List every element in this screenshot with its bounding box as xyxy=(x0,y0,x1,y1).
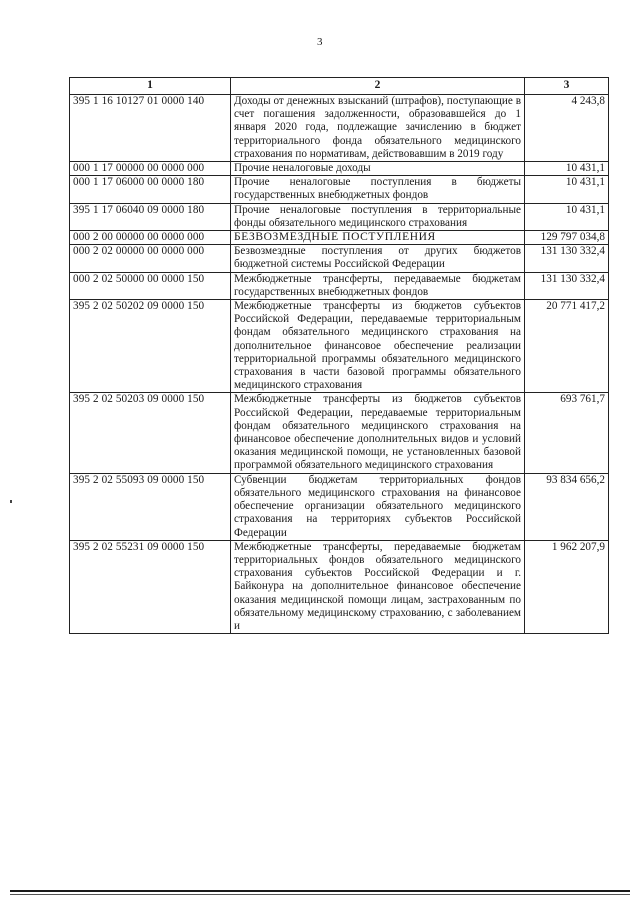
margin-mark xyxy=(10,500,12,503)
amount-cell: 1 962 207,9 xyxy=(525,540,609,633)
table-row xyxy=(70,176,609,203)
amount-cell: 10 431,1 xyxy=(525,176,609,203)
budget-code-cell: 000 1 17 06000 00 0000 180 xyxy=(70,176,231,203)
amount-cell: 131 130 332,4 xyxy=(525,272,609,299)
budget-code-cell: 395 2 02 55231 09 0000 150 xyxy=(70,540,231,633)
revenue-name-cell: Межбюджетные трансферты из бюджетов субъектов Российской Федерации, передаваемые территориальным фондам обязательного медицинского страхования на дополнительное финансовое обеспечение реализации территориальной программы обязательного медицинского страхования в части базовой программы обязательного медицинского страхования xyxy=(231,300,525,393)
budget-code-cell: 395 2 02 50203 09 0000 150 xyxy=(70,393,231,473)
budget-code-cell: 000 1 17 00000 00 0000 000 xyxy=(70,162,231,176)
table-row xyxy=(70,300,609,393)
amount-cell: 4 243,8 xyxy=(525,95,609,162)
amount-cell: 693 761,7 xyxy=(525,393,609,473)
revenue-name-cell: Прочие неналоговые поступления в бюджеты государственных внебюджетных фондов xyxy=(231,176,525,203)
table-row xyxy=(70,245,609,272)
revenue-name-cell: Доходы от денежных взысканий (штрафов), поступающие в счет погашения задолженности, образовавшейся до 1 января 2020 года, подлежащие зачислению в бюджет территориального фонда обязательного медицинского страхования по нормативам, действовавшим в 2019 году xyxy=(231,95,525,162)
budget-code-cell: 000 2 02 50000 00 0000 150 xyxy=(70,272,231,299)
budget-code-cell: 000 2 00 00000 00 0000 000 xyxy=(70,231,231,245)
table-body xyxy=(70,95,609,634)
table-row xyxy=(70,272,609,299)
page-number: 3 xyxy=(317,36,323,48)
amount-cell: 10 431,1 xyxy=(525,162,609,176)
bottom-scan-edge-thin xyxy=(10,894,630,895)
table-row xyxy=(70,231,609,245)
budget-code-cell: 000 2 02 00000 00 0000 000 xyxy=(70,245,231,272)
amount-cell: 131 130 332,4 xyxy=(525,245,609,272)
table-row xyxy=(70,540,609,633)
bottom-scan-edge xyxy=(10,890,630,892)
budget-revenue-table xyxy=(69,77,609,634)
revenue-name-cell: Межбюджетные трансферты, передаваемые бюджетам государственных внебюджетных фондов xyxy=(231,272,525,299)
amount-cell: 10 431,1 xyxy=(525,203,609,230)
table-row xyxy=(70,162,609,176)
budget-code-cell: 395 1 16 10127 01 0000 140 xyxy=(70,95,231,162)
revenue-name-cell: Прочие неналоговые поступления в территориальные фонды обязательного медицинского страхования xyxy=(231,203,525,230)
amount-cell: 129 797 034,8 xyxy=(525,231,609,245)
table-row xyxy=(70,473,609,540)
table-row xyxy=(70,393,609,473)
table-row xyxy=(70,203,609,230)
column-header-code: 1 xyxy=(70,78,231,95)
table-row xyxy=(70,95,609,162)
revenue-name-cell: Межбюджетные трансферты из бюджетов субъектов Российской Федерации, передаваемые территориальным фондам обязательного медицинского страхования на финансовое обеспечение дополнительных видов и условий оказания медицинской помощи, не установленных базовой программой обязательного медицинского страхования xyxy=(231,393,525,473)
revenue-name-cell: БЕЗВОЗМЕЗДНЫЕ ПОСТУПЛЕНИЯ xyxy=(231,231,525,245)
column-header-name: 2 xyxy=(231,78,525,95)
amount-cell: 93 834 656,2 xyxy=(525,473,609,540)
budget-code-cell: 395 2 02 50202 09 0000 150 xyxy=(70,300,231,393)
budget-code-cell: 395 1 17 06040 09 0000 180 xyxy=(70,203,231,230)
amount-cell: 20 771 417,2 xyxy=(525,300,609,393)
revenue-name-cell: Субвенции бюджетам территориальных фондов обязательного медицинского страхования на финансовое обеспечение организации обязательного медицинского страхования на территориях субъектов Российской Федерации xyxy=(231,473,525,540)
budget-code-cell: 395 2 02 55093 09 0000 150 xyxy=(70,473,231,540)
revenue-name-cell: Прочие неналоговые доходы xyxy=(231,162,525,176)
column-header-amount: 3 xyxy=(525,78,609,95)
revenue-name-cell: Межбюджетные трансферты, передаваемые бюджетам территориальных фондов обязательного медицинского страхования субъектов Российской Федерации и г. Байконура на дополнительное финансовое обеспечение оказания медицинской помощи лицам, застрахованным по обязательному медицинскому страхованию, с заболеванием и xyxy=(231,540,525,633)
revenue-name-cell: Безвозмездные поступления от других бюджетов бюджетной системы Российской Федерации xyxy=(231,245,525,272)
table-header-row xyxy=(70,78,609,95)
